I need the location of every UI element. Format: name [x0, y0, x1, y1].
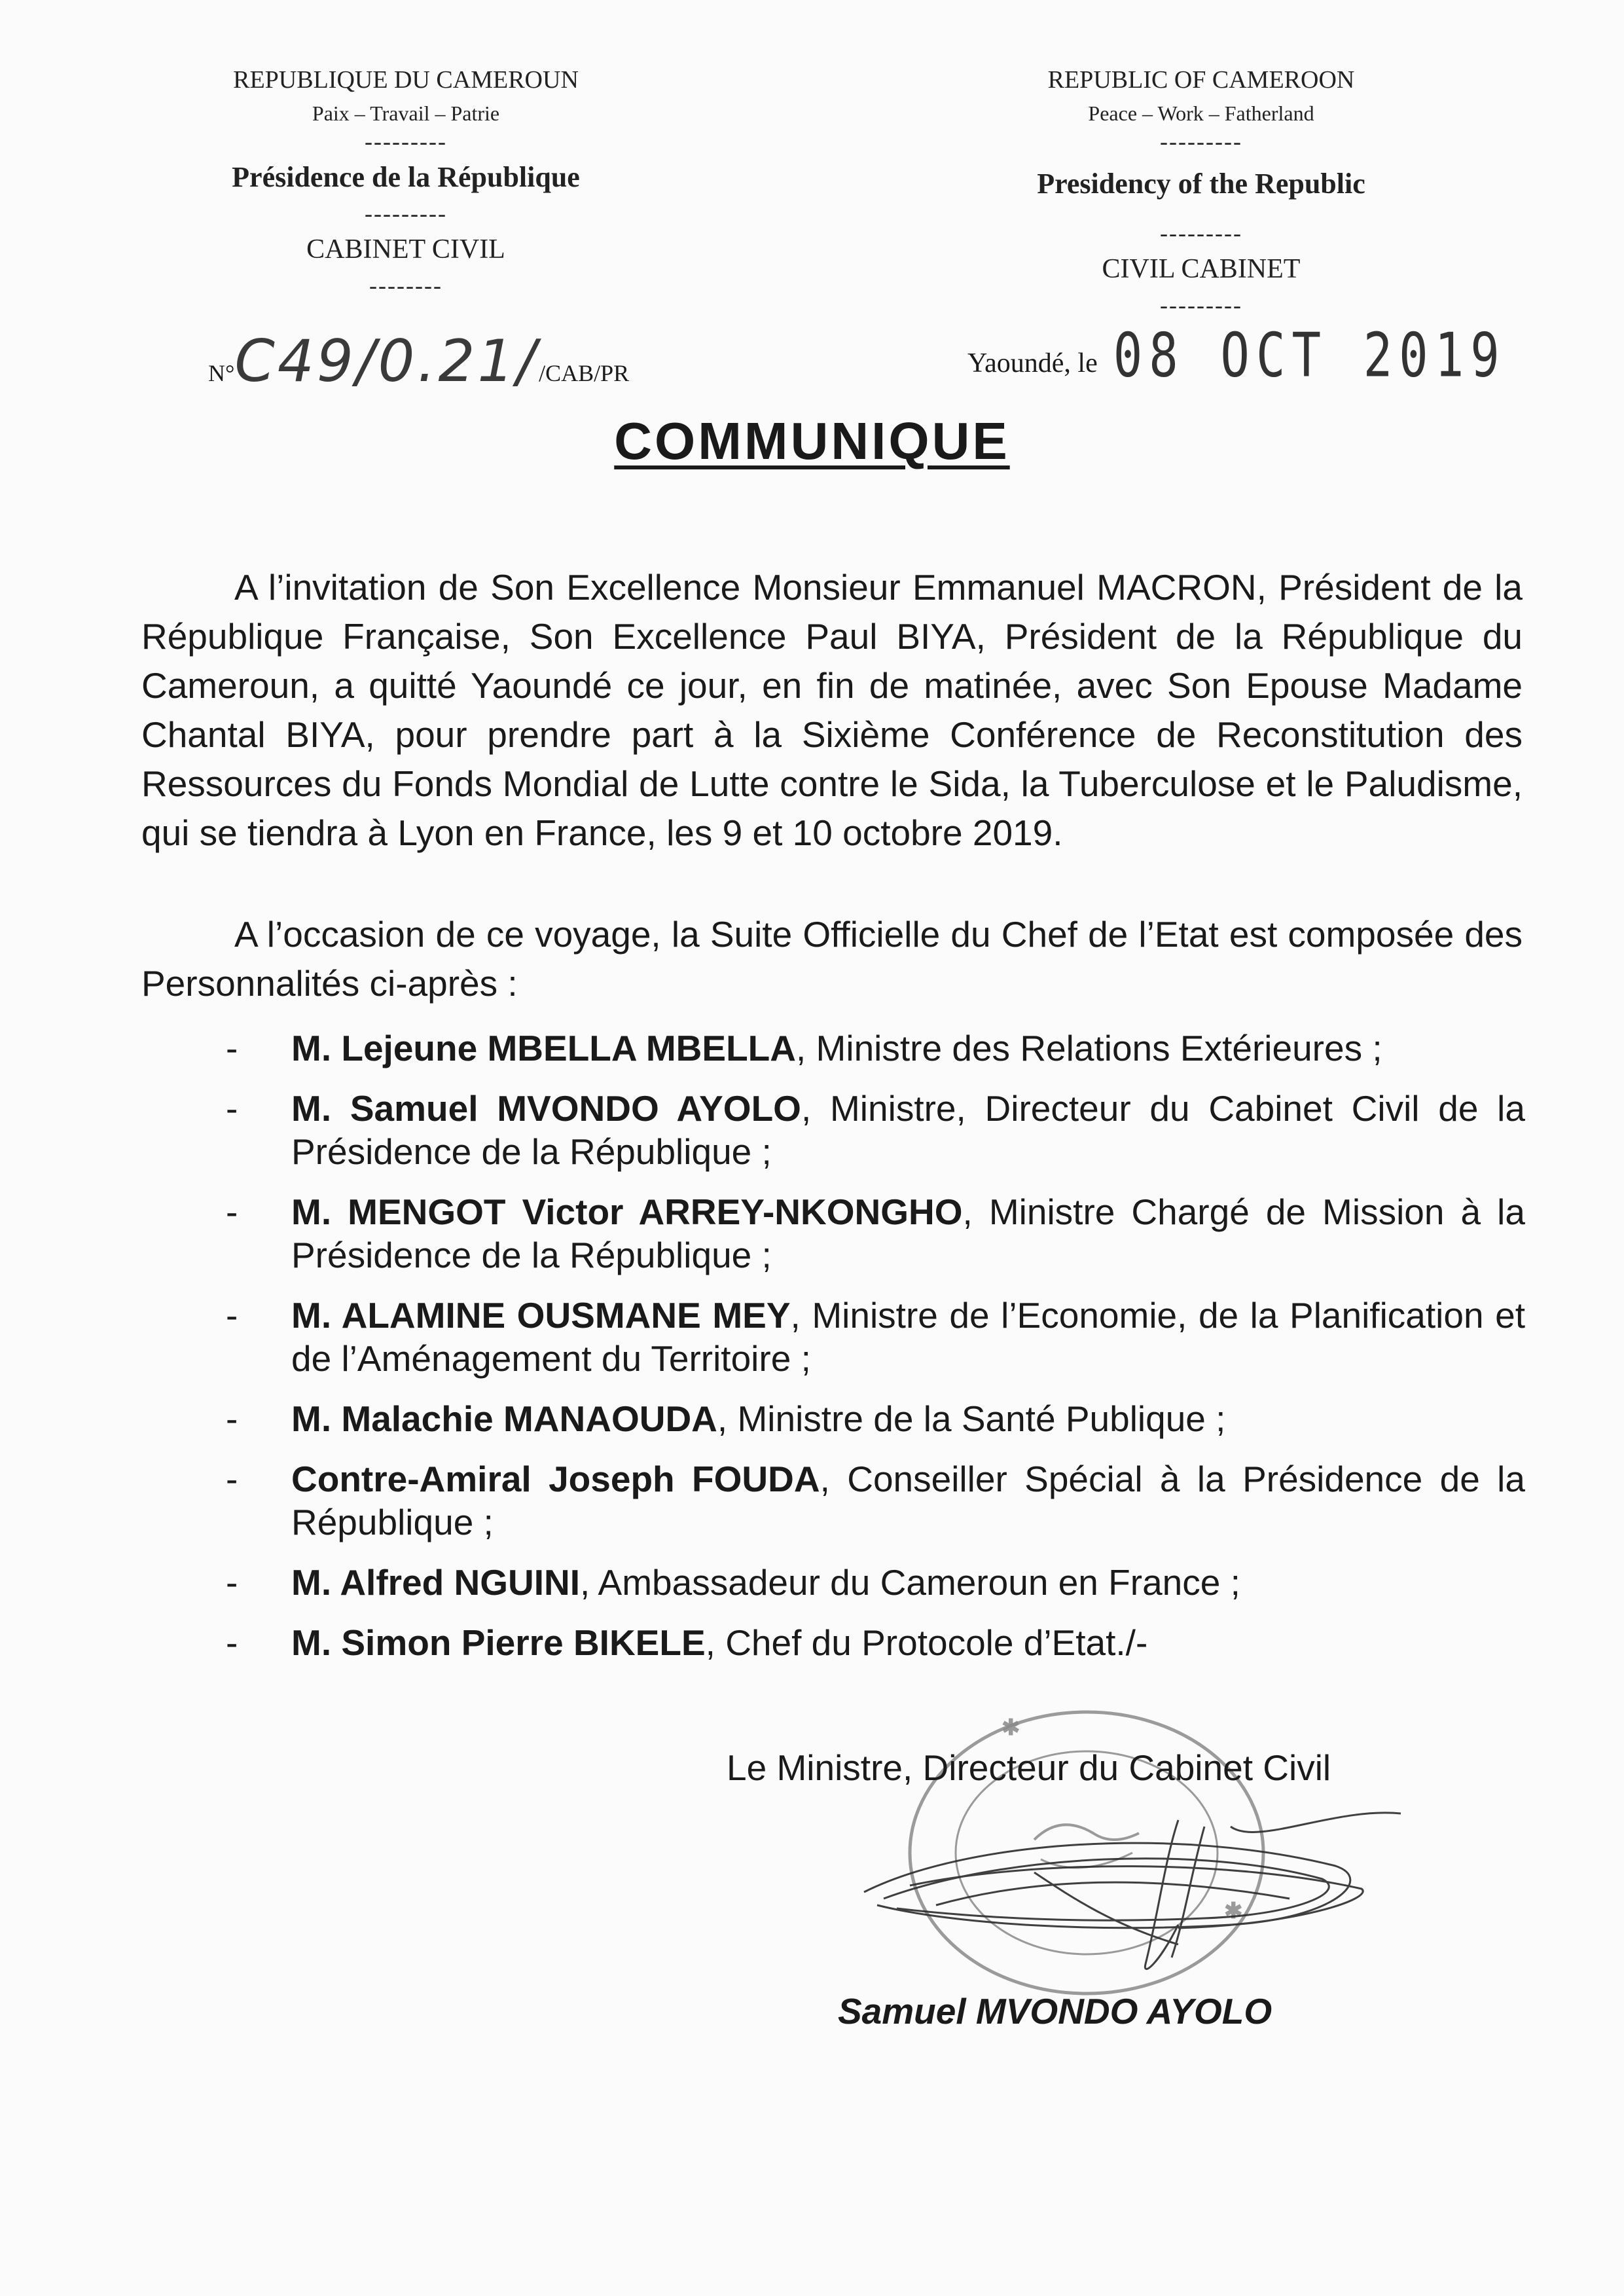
member-name: Contre-Amiral Joseph FOUDA — [291, 1459, 820, 1499]
paragraph-2: A l’occasion de ce voyage, la Suite Officielle du Chef de l’Etat est composée des Personnalités ci-après : — [141, 914, 1523, 1004]
cabinet-fr: CABINET CIVIL — [306, 234, 505, 264]
divider: --------- — [365, 200, 447, 227]
member-name: M. Lejeune MBELLA MBELLA — [291, 1028, 796, 1068]
office-en: Presidency of the Republic — [1037, 168, 1365, 200]
header-right — [962, 60, 1440, 319]
handwritten-reference: C49/0.21/ — [234, 327, 539, 395]
member-name: M. Simon Pierre BIKELE — [291, 1622, 706, 1663]
svg-text:✱: ✱ — [1001, 1716, 1020, 1740]
reference-number — [208, 327, 666, 395]
list-item — [226, 1457, 1525, 1544]
list-item — [226, 1190, 1525, 1277]
member-role: , Ministre Chargé de Mission à la Présidence de la République ; — [291, 1192, 1525, 1275]
date-line — [967, 320, 1506, 391]
member-name: M. Samuel MVONDO AYOLO — [291, 1088, 801, 1129]
bullet-dash: - — [226, 1295, 238, 1336]
member-name: M. ALAMINE OUSMANE MEY — [291, 1295, 791, 1336]
bullet-dash: - — [226, 1622, 238, 1663]
bullet-dash: - — [226, 1088, 238, 1129]
divider: --------- — [365, 128, 447, 155]
bullet-dash: - — [226, 1028, 238, 1068]
delegation-list — [226, 1027, 1525, 1681]
document-title — [0, 411, 1624, 471]
svg-text:✱: ✱ — [1224, 1899, 1243, 1923]
signatory-title: Le Ministre, Directeur du Cabinet Civil — [727, 1747, 1331, 1788]
list-item — [226, 1621, 1525, 1664]
bullet-dash: - — [226, 1192, 238, 1232]
member-name: M. MENGOT Victor ARREY-NKONGHO — [291, 1192, 963, 1232]
date-stamp: 08 OCT 2019 — [1113, 320, 1506, 391]
reference-prefix: N° — [208, 360, 235, 386]
list-item — [226, 1397, 1525, 1440]
divider: --------- — [1160, 128, 1242, 155]
motto-fr: Paix – Travail – Patrie — [312, 101, 500, 125]
signatory-name: Samuel MVONDO AYOLO — [838, 1991, 1272, 2032]
paragraph-1: A l’invitation de Son Excellence Monsieur Emmanuel MACRON, Président de la République Française, Son Excellence Paul BIYA, Président de la République du Cameroun, a quitté Yaoundé ce jour, en fin de matinée, avec Son Epouse Madame Chantal BIYA, pour prendre part à la Sixième Conférence de Reconstitution des Ressources du Fonds Mondial de Lutte contre le Sida, la Tuberculose et le Paludisme, qui se tiendra à Lyon en France, les 9 et 10 octobre 2019. — [141, 567, 1523, 853]
member-role: , Ministre des Relations Extérieures ; — [796, 1028, 1382, 1068]
member-role: , Ministre, Directeur du Cabinet Civil de la Présidence de la République ; — [291, 1088, 1525, 1172]
bullet-dash: - — [226, 1398, 238, 1439]
member-name: M. Alfred NGUINI — [291, 1562, 581, 1603]
member-role: , Ambassadeur du Cameroun en France ; — [580, 1562, 1240, 1603]
member-name: M. Malachie MANAOUDA — [291, 1398, 717, 1439]
member-role: , Ministre de la Santé Publique ; — [717, 1398, 1226, 1439]
bullet-dash: - — [226, 1459, 238, 1499]
country-name-fr: REPUBLIQUE DU CAMEROUN — [233, 66, 579, 94]
member-role: , Chef du Protocole d’Etat./- — [705, 1622, 1148, 1663]
member-role: , Conseiller Spécial à la Présidence de la République ; — [291, 1459, 1525, 1542]
bullet-dash: - — [226, 1562, 238, 1603]
list-item — [226, 1087, 1525, 1173]
cabinet-en: CIVIL CABINET — [1102, 254, 1301, 284]
office-fr: Présidence de la République — [232, 161, 580, 193]
member-role: , Ministre de l’Economie, de la Planification et de l’Aménagement du Territoire ; — [291, 1295, 1525, 1379]
date-label: Yaoundé, le — [967, 348, 1098, 378]
list-item — [226, 1027, 1525, 1070]
reference-suffix: /CAB/PR — [539, 360, 630, 386]
header-left — [170, 60, 641, 300]
motto-en: Peace – Work – Fatherland — [1088, 101, 1314, 125]
divider: -------- — [369, 272, 442, 299]
list-item — [226, 1294, 1525, 1380]
divider: --------- — [1160, 220, 1242, 246]
divider: --------- — [1160, 292, 1242, 318]
title-text: COMMUNIQUE — [614, 412, 1010, 470]
country-name-en: REPUBLIC OF CAMEROON — [1047, 66, 1355, 94]
list-item — [226, 1561, 1525, 1604]
